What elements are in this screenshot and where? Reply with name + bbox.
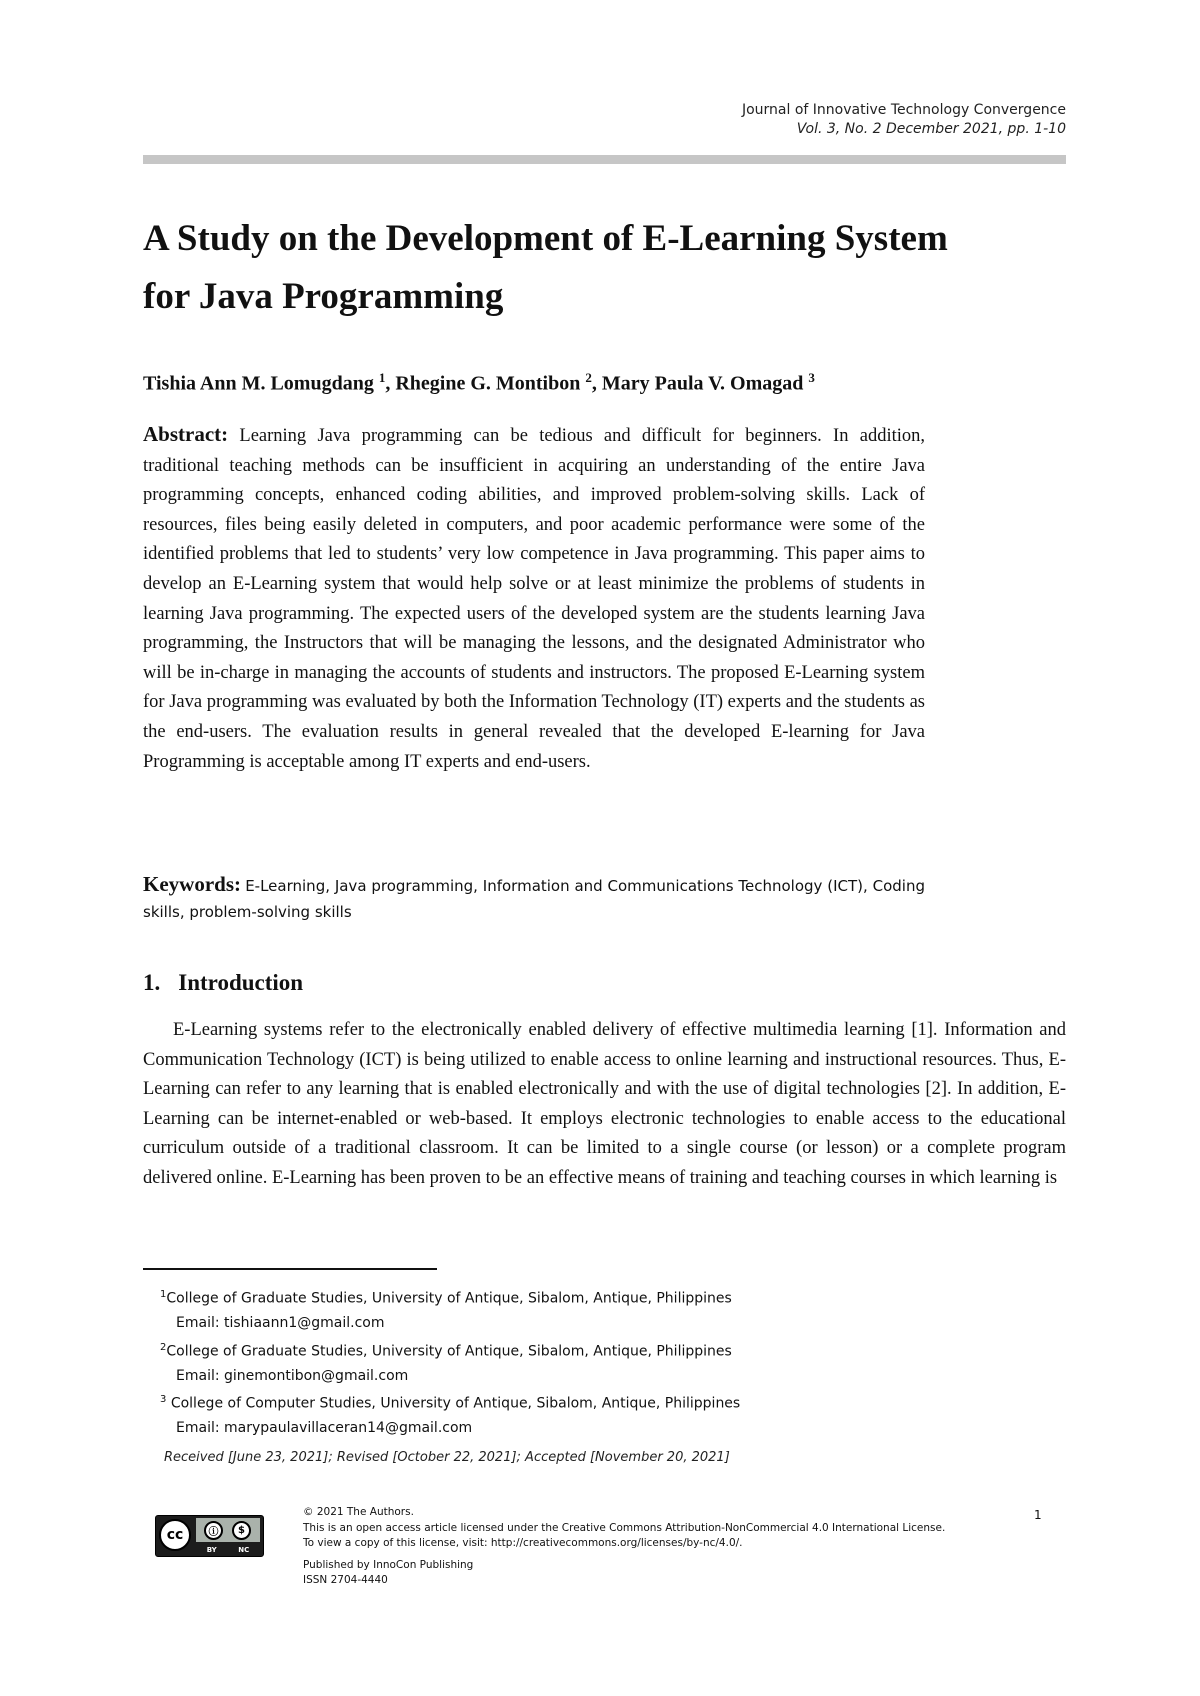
journal-name: Journal of Innovative Technology Convergence [741,102,1066,118]
author-3-affil: 3 [808,370,815,385]
footnote-email-1: Email: tishiaann1@gmail.com [176,1315,385,1332]
keywords-label: Keywords: [143,872,241,896]
footnote-1 [160,1283,920,1311]
journal-header [742,101,1066,139]
footnote-2 [160,1336,920,1364]
author-1: Tishia Ann M. Lomugdang [143,372,374,395]
section-number: 1. [143,970,161,995]
license-line-1: This is an open access article licensed under the Creative Commons Attribution-NonCommercial 4.0 International License. [303,1521,946,1534]
copyright: © 2021 The Authors. [303,1506,414,1518]
page-number: 1 [1034,1508,1042,1522]
footnotes [160,1283,920,1441]
footnote-marker: 1 [160,1289,167,1300]
journal-volume: Vol. 3, No. 2 December 2021, pp. 1-10 [796,121,1066,137]
publisher: Published by InnoCon Publishing [303,1558,474,1571]
abstract [143,420,925,777]
author-sep: , [591,372,602,395]
author-sep: , [385,372,396,395]
cc-icon: cc [159,1519,191,1551]
license-line-2: To view a copy of this license, visit: http://creativecommons.org/licenses/by-nc/4.0/. [303,1537,743,1549]
footnote-email-3: Email: marypaulavillaceran14@gmail.com [176,1420,473,1437]
footnote-marker: 3 [160,1394,167,1406]
author-list [143,370,1066,396]
abstract-text: Learning Java programming can be tedious and difficult for beginners. In addition, traditional teaching methods can be insufficient in acquiring an understanding of the entire Java programming concepts, enhanced coding abilities, and improved problem-solving skills. Lack of resources, files being easily deleted in computers, and poor academic performance were some of the identified problems that led to students’ very low competence in Java programming. This paper aims to develop an E-Learning system that would help solve or at least minimize the problems of students in learning Java programming. The expected users of the developed system are the students learning Java programming, the Instructors that will be managing the lessons, and the designated Administrator who will be in-charge in managing the accounts of students and instructors. The proposed E-Learning system for Java programming was evaluated by both the Information Technology (IT) experts and the students as the end-users. The evaluation results in general revealed that the developed E-learning for Java Programming is acceptable among IT experts and end-users. [143,426,925,772]
footnote-affiliation: College of Computer Studies, University of Antique, Sibalom, Antique, Philippines [166,1395,741,1412]
intro-paragraph: E-Learning systems refer to the electronically enabled delivery of effective multimedia learning [1]. Information and Communication Technology (ICT) is being utilized to enable access to online learning and instructional resources. Thus, E-Learning can refer to any learning that is enabled electronically and with the use of digital technologies [2]. In addition, E-Learning can be internet-enabled or web-based. It employs electronic technologies to enable access to the educational curriculum outside of a traditional classroom. It can be limited to a single course (or lesson) or a complete program delivered online. E-Learning has been proven to be an effective means of training and teaching courses in which learning is [143,1020,1066,1188]
author-3: Mary Paula V. Omagad [601,372,804,395]
cc-nc-tag: NC [238,1546,250,1554]
cc-strip [196,1518,260,1542]
footnote-rule [143,1268,437,1270]
section-heading [143,970,303,996]
cc-license-badge [155,1515,264,1557]
cc-tags [196,1546,260,1554]
noncommercial-icon: $ [232,1521,251,1540]
footnote-email-2: Email: ginemontibon@gmail.com [176,1367,409,1384]
issn: ISSN 2704-4440 [303,1574,388,1586]
header-rule [143,155,1066,164]
license-block [303,1505,1023,1589]
footnote-marker: 2 [160,1341,167,1353]
footnote-affiliation: College of Graduate Studies, University of Antique, Sibalom, Antique, Philippines [166,1343,732,1360]
attribution-icon: ⓘ [204,1521,223,1540]
cc-by-tag: BY [206,1546,217,1554]
paper-title [143,210,1066,326]
footnote-affiliation: College of Graduate Studies, University of Antique, Sibalom, Antique, Philippines [166,1290,732,1307]
author-1-affil: 1 [378,370,386,385]
section-title: Introduction [178,970,304,995]
title-line-1: A Study on the Development of E-Learning System [143,218,948,259]
submission-dates: Received [June 23, 2021]; Revised [October 22, 2021]; Accepted [November 20, 2021] [164,1450,730,1465]
author-2: Rhegine G. Montibon [395,372,581,395]
keywords-text: E-Learning, Java programming, Information and Communications Technology (ICT), Coding skills, problem-solving skills [143,877,925,921]
footnote-3 [160,1388,920,1416]
abstract-label: Abstract: [143,422,229,446]
title-line-2: for Java Programming [143,276,504,317]
keywords [143,872,925,925]
author-2-affil: 2 [585,370,592,385]
